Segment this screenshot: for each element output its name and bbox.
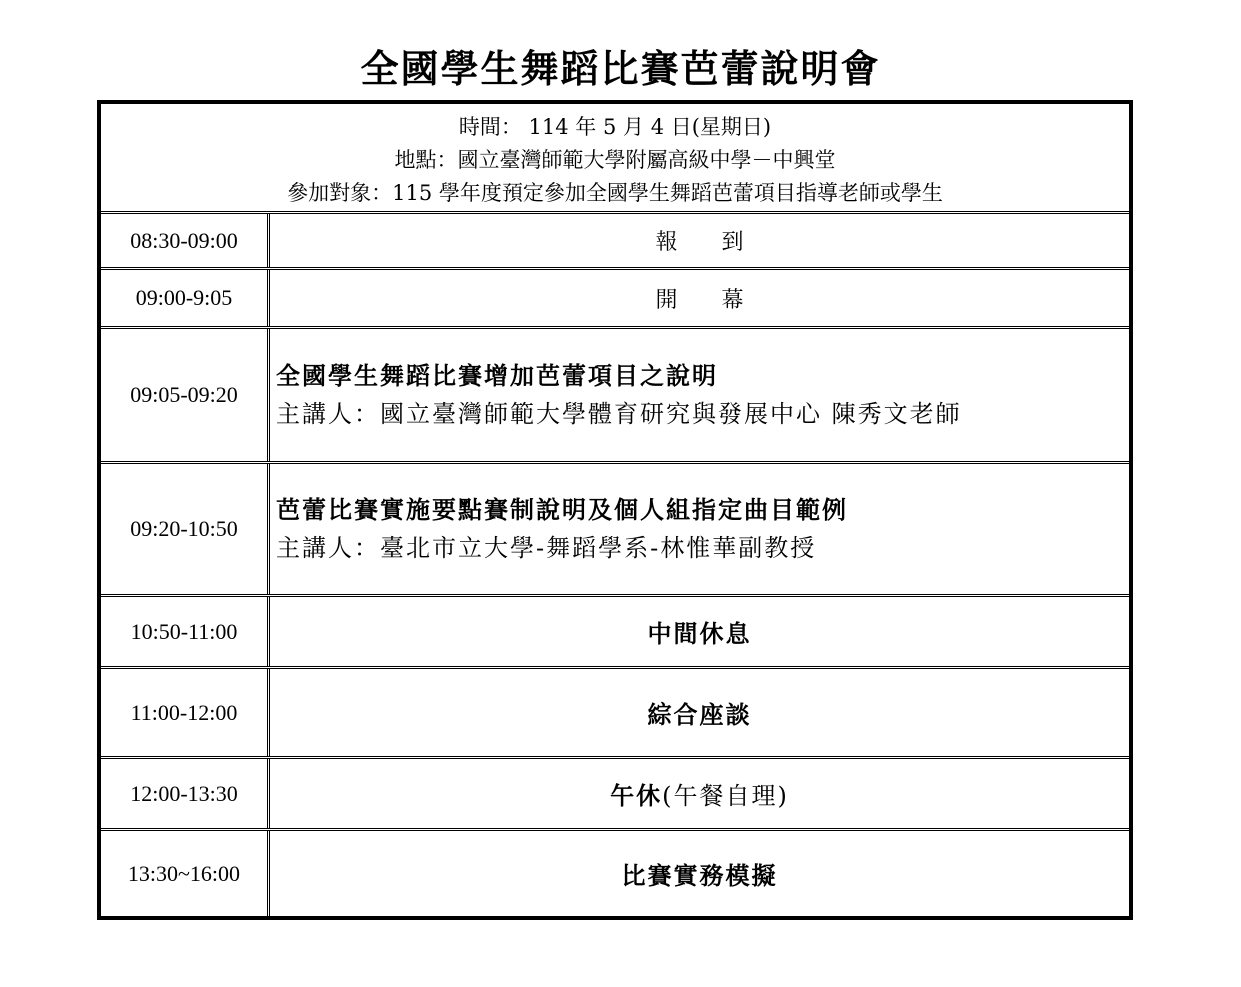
row-content: 開幕 <box>655 287 788 313</box>
table-row <box>101 669 1129 759</box>
session-title: 全國學生舞蹈比賽增加芭蕾項目之說明 <box>276 362 718 390</box>
session-speaker: 主講人：國立臺灣師範大學體育研究與發展中心 陳秀文老師 <box>276 400 962 428</box>
table-row <box>101 270 1129 329</box>
table-row <box>101 329 1129 464</box>
row-content-rest: (午餐自理) <box>662 782 789 810</box>
table-row <box>101 759 1129 831</box>
session-title: 芭蕾比賽實施要點賽制說明及個人組指定曲目範例 <box>276 496 848 524</box>
row-content: 綜合座談 <box>647 701 752 729</box>
row-time: 10:50-11:00 <box>101 597 270 666</box>
row-content: 比賽實務模擬 <box>621 862 778 890</box>
row-time: 09:05-09:20 <box>101 329 270 461</box>
schedule-table <box>97 100 1133 920</box>
event-info <box>101 104 1129 214</box>
row-time: 13:30~16:00 <box>101 831 270 916</box>
table-row <box>101 831 1129 916</box>
row-time: 09:20-10:50 <box>101 464 270 594</box>
row-content: 中間休息 <box>647 620 752 648</box>
row-content-bold: 午休 <box>610 782 663 810</box>
event-location: 地點：國立臺灣師範大學附屬高級中學－中興堂 <box>394 148 836 172</box>
table-row <box>101 597 1129 669</box>
page-title: 全國學生舞蹈比賽芭蕾說明會 <box>360 47 881 91</box>
event-audience: 參加對象：115 學年度預定參加全國學生舞蹈芭蕾項目指導老師或學生 <box>287 181 943 205</box>
row-time: 08:30-09:00 <box>101 214 270 267</box>
table-row <box>101 214 1129 270</box>
event-time: 時間： 114 年 5 月 4 日(星期日) <box>458 115 772 139</box>
row-time: 11:00-12:00 <box>101 669 270 756</box>
session-speaker: 主講人：臺北市立大學-舞蹈學系-林惟華副教授 <box>276 534 817 562</box>
row-time: 12:00-13:30 <box>101 759 270 828</box>
table-row <box>101 464 1129 597</box>
row-time: 09:00-9:05 <box>101 270 270 326</box>
row-content: 報到 <box>655 230 788 255</box>
